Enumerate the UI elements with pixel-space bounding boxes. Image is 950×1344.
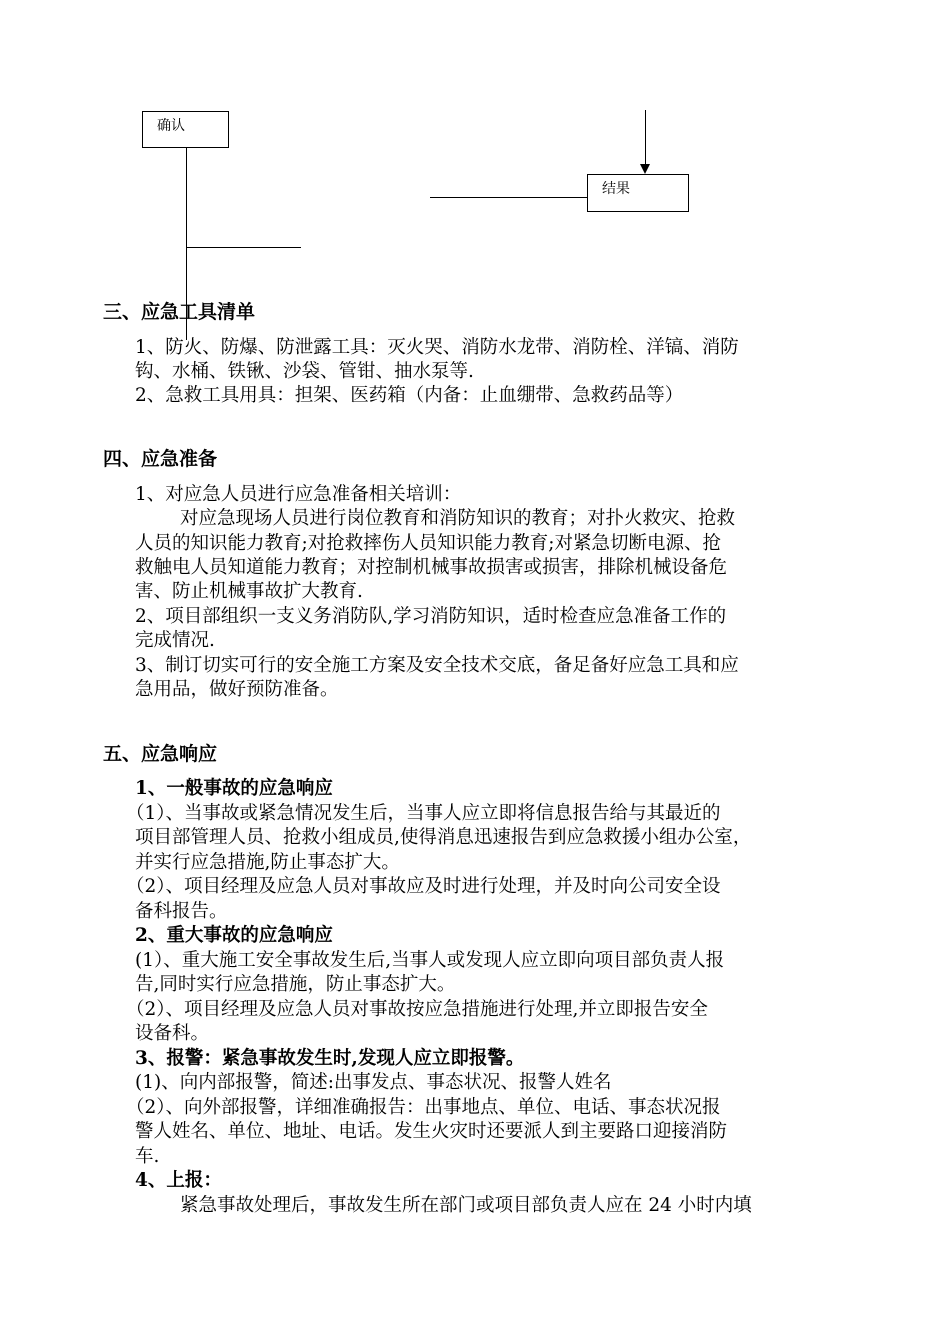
section5-line: 警人姓名、单位、地址、电话。发生火灾时还要派人到主要路口迎接消防 bbox=[135, 1121, 728, 1142]
section5-line: 项目部管理人员、抢救小组成员,使得消息迅速报告到应急救援小组办公室， bbox=[135, 827, 752, 848]
section3-line: 2、急救工具用具：担架、医药箱（内备：止血绷带、急救药品等） bbox=[135, 385, 684, 406]
section4-heading: 四、应急准备 bbox=[103, 448, 218, 470]
section5-subheading: 4、上报： bbox=[135, 1170, 222, 1191]
section5-subheading: 3、报警：紧急事故发生时,发现人应立即报警。 bbox=[135, 1048, 525, 1069]
section5-line: (1）、重大施工安全事故发生后,当事人或发现人应立即向项目部负责人报 bbox=[135, 950, 725, 971]
section4-line: 完成情况. bbox=[135, 630, 215, 651]
result-box bbox=[587, 174, 689, 212]
section4-line: 1、对应急人员进行应急准备相关培训： bbox=[135, 484, 462, 505]
section4-line: 对应急现场人员进行岗位教育和消防知识的教育；对扑火救灾、抢救 bbox=[180, 508, 736, 529]
section3-line: 1、防火、防爆、防泄露工具：灭火哭、消防水龙带、消防栓、洋镐、消防 bbox=[135, 337, 739, 358]
confirm-box bbox=[142, 111, 229, 148]
section5-line: 设备科。 bbox=[135, 1023, 210, 1044]
section3-heading: 三、应急工具清单 bbox=[103, 301, 256, 323]
flow-branch-line-left bbox=[186, 247, 301, 248]
section5-line: 告,同时实行应急措施，防止事态扩大。 bbox=[135, 974, 456, 995]
section4-line: 2、项目部组织一支义务消防队,学习消防知识，适时检查应急准备工作的 bbox=[135, 606, 727, 627]
result-box-label: 结果 bbox=[602, 181, 630, 197]
section5-line: （2）、项目经理及应急人员对事故按应急措施进行处理,并立即报告安全 bbox=[126, 999, 708, 1020]
section5-line: 紧急事故处理后，事故发生所在部门或项目部负责人应在 24 小时内填 bbox=[180, 1195, 752, 1216]
section4-line: 害、防止机械事故扩大教育. bbox=[135, 581, 363, 602]
confirm-box-label: 确认 bbox=[157, 118, 185, 134]
section5-subheading: 1、一般事故的应急响应 bbox=[135, 778, 333, 799]
arrow-down-icon bbox=[640, 164, 650, 174]
section5-line: 并实行应急措施,防止事态扩大。 bbox=[135, 852, 400, 873]
section5-line: （2）、项目经理及应急人员对事故应及时进行处理，并及时向公司安全设 bbox=[126, 876, 721, 897]
section4-line: 救触电人员知道能力教育；对控制机械事故损害或损害，排除机械设备危 bbox=[135, 557, 728, 578]
section5-line: (1)、向内部报警，简述:出事发点、事态状况、报警人姓名 bbox=[135, 1072, 612, 1093]
flow-vertical-line-right bbox=[645, 110, 646, 167]
section5-line: （2）、向外部报警，详细准确报告：出事地点、单位、电话、事态状况报 bbox=[126, 1097, 721, 1118]
section5-heading: 五、应急响应 bbox=[103, 743, 218, 765]
section4-line: 3、制订切实可行的安全施工方案及安全技术交底，备足备好应急工具和应 bbox=[135, 655, 739, 676]
section4-line: 急用品，做好预防准备。 bbox=[135, 679, 339, 700]
section3-line: 钩、水桶、铁锹、沙袋、管钳、抽水泵等. bbox=[135, 361, 474, 382]
section5-line: （1）、当事故或紧急情况发生后，当事人应立即将信息报告给与其最近的 bbox=[126, 803, 721, 824]
flow-connector-line bbox=[430, 197, 588, 198]
section4-line: 人员的知识能力教育;对抢救摔伤人员知识能力教育;对紧急切断电源、抢 bbox=[135, 533, 721, 554]
section5-line: 备科报告。 bbox=[135, 901, 228, 922]
section5-subheading: 2、重大事故的应急响应 bbox=[135, 925, 333, 946]
section5-line: 车. bbox=[135, 1146, 160, 1167]
